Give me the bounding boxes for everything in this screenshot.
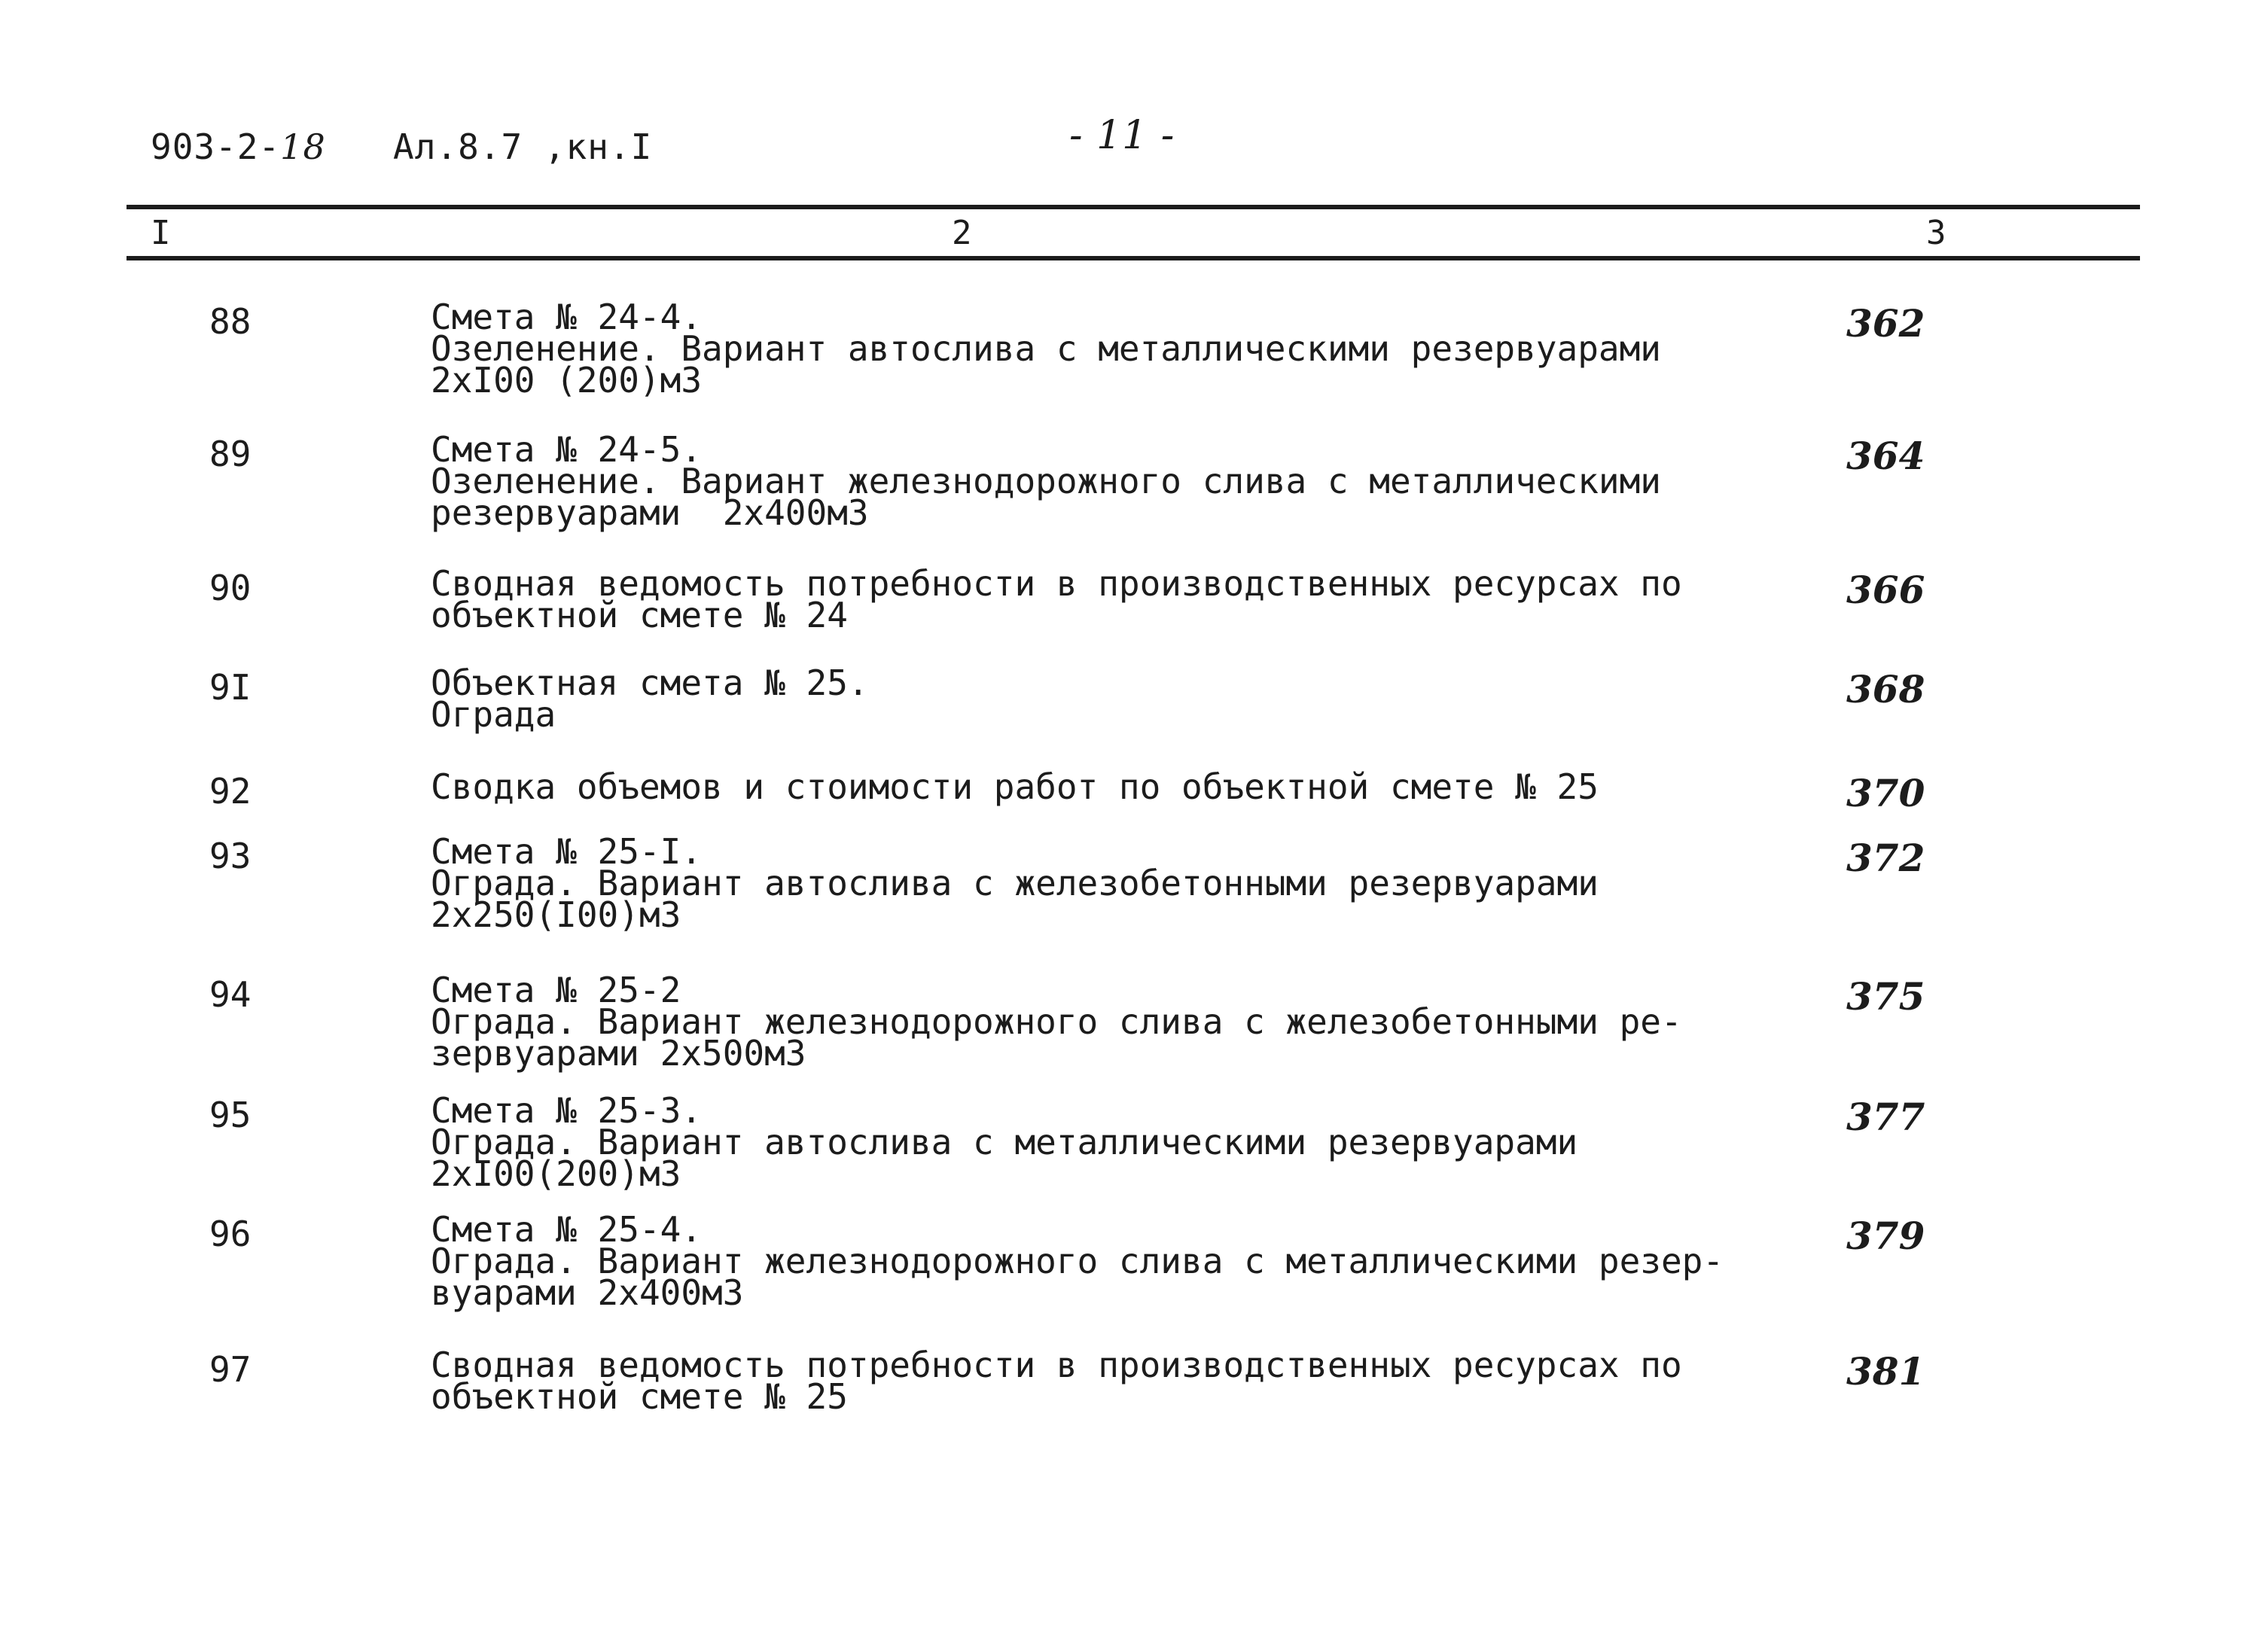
row-number: 93 bbox=[209, 836, 251, 876]
column-number-3: 3 bbox=[1926, 214, 1946, 252]
row-description bbox=[431, 970, 1741, 1074]
description-line: Ограда bbox=[431, 694, 556, 735]
description-line: зервуарами 2х500м3 bbox=[431, 1033, 806, 1074]
row-page: 368 bbox=[1846, 667, 1925, 711]
description-line: Сводная ведомость потребности в производственных ресурсах по bbox=[431, 563, 1682, 604]
description-line: Смета № 25-4. bbox=[431, 1209, 703, 1250]
description-line: 2хI00(200)м3 bbox=[431, 1153, 681, 1194]
description-line: Смета № 25-2 bbox=[431, 970, 681, 1010]
description-line: Озеленение. Вариант железнодорожного слива с металлическими bbox=[431, 461, 1661, 501]
row-description bbox=[431, 1209, 1741, 1313]
description-line: резервуарами 2х400м3 bbox=[431, 492, 869, 533]
row-description bbox=[431, 297, 1741, 401]
row-page: 370 bbox=[1846, 771, 1925, 815]
row-number: 90 bbox=[209, 568, 251, 608]
row-description bbox=[431, 1090, 1741, 1194]
row-page: 377 bbox=[1846, 1095, 1925, 1139]
description-line: Ограда. Вариант железнодорожного слива с железобетонными ре- bbox=[431, 1001, 1682, 1042]
doc-code-prefix: 903-2- bbox=[151, 126, 281, 167]
row-description bbox=[431, 429, 1741, 533]
table-header-rule bbox=[127, 256, 2140, 260]
row-description bbox=[431, 563, 1741, 635]
description-line: объектной смете № 25 bbox=[431, 1376, 848, 1417]
description-line: Ограда. Вариант автослива с металлическими резервуарами bbox=[431, 1122, 1578, 1162]
description-line: Объектная смета № 25. bbox=[431, 663, 869, 703]
row-number: 88 bbox=[209, 301, 251, 342]
doc-code-number: 18 bbox=[280, 126, 326, 167]
row-page: 381 bbox=[1846, 1349, 1925, 1394]
description-line: вуарами 2х400м3 bbox=[431, 1272, 744, 1313]
table-top-rule bbox=[127, 205, 2140, 209]
description-line: Смета № 25-I. bbox=[431, 831, 703, 872]
row-description bbox=[431, 831, 1741, 935]
row-description bbox=[431, 1345, 1741, 1417]
description-line: Ограда. Вариант автослива с железобетонными резервуарами bbox=[431, 863, 1599, 903]
row-page: 372 bbox=[1846, 836, 1925, 880]
row-number: 94 bbox=[209, 974, 251, 1015]
description-line: Смета № 25-3. bbox=[431, 1090, 703, 1131]
description-line: 2х250(I00)м3 bbox=[431, 894, 681, 935]
description-line: Сводная ведомость потребности в производственных ресурсах по bbox=[431, 1345, 1682, 1385]
column-number-2: 2 bbox=[952, 214, 972, 252]
row-page: 379 bbox=[1846, 1214, 1925, 1258]
row-number: 92 bbox=[209, 771, 251, 812]
row-number: 9I bbox=[209, 667, 251, 708]
description-line: Озеленение. Вариант автослива с металлическими резервуарами bbox=[431, 328, 1661, 369]
row-number: 95 bbox=[209, 1095, 251, 1135]
description-line: Сводка объемов и стоимости работ по объектной смете № 25 bbox=[431, 766, 1599, 807]
row-page: 366 bbox=[1846, 568, 1925, 612]
row-number: 89 bbox=[209, 434, 251, 474]
row-page: 375 bbox=[1846, 974, 1925, 1019]
row-number: 97 bbox=[209, 1349, 251, 1390]
description-line: Смета № 24-5. bbox=[431, 429, 703, 470]
album-reference: Ал.8.7 ,кн.I bbox=[393, 126, 653, 167]
doc-code bbox=[151, 126, 326, 167]
row-number: 96 bbox=[209, 1214, 251, 1254]
description-line: Ограда. Вариант железнодорожного слива с металлическими резер- bbox=[431, 1241, 1724, 1281]
description-line: Смета № 24-4. bbox=[431, 297, 703, 337]
column-number-1: I bbox=[151, 214, 171, 252]
page-number: - 11 - bbox=[1069, 113, 1175, 158]
row-description bbox=[431, 766, 1741, 807]
row-page: 362 bbox=[1846, 301, 1925, 346]
description-line: 2хI00 (200)м3 bbox=[431, 360, 703, 401]
row-page: 364 bbox=[1846, 434, 1925, 478]
description-line: объектной смете № 24 bbox=[431, 595, 848, 635]
row-description bbox=[431, 663, 1741, 735]
